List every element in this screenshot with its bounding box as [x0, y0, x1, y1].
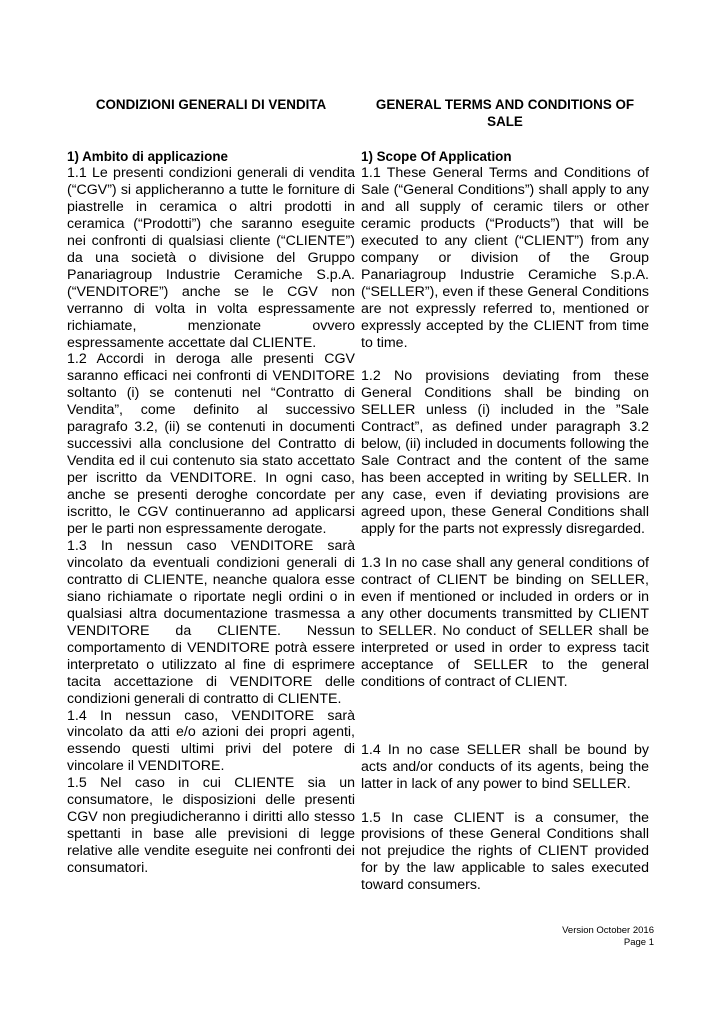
english-clause-1-3: 1.3 In no case shall any general conditions of contract of CLIENT be binding on SELLER, even if mentioned or included in orders or in any other documents transmitted by CLIENT to SELLER. No conduct of SELLER shall be interpreted or used in order to express tacit acceptance of SELLER to the general conditions of contract of CLIENT. [361, 555, 649, 690]
page-number: Page 1 [623, 936, 654, 948]
italian-clause-1-1: 1.1 Le presenti condizioni generali di vendita (“CGV”) si applicheranno a tutte le forniture di piastrelle in ceramica o altri prodotti in ceramica (“Prodotti”) che saranno eseguite nei confronti di qualsiasi cliente (“CLIENTE”) da una società o divisione del Gruppo Panariagroup Industrie Ceramiche S.p.A. (“VENDITORE”) anche se le CGV non verranno di volta in volta espressamente richiamate, menzionate ovvero espressamente accettate dal CLIENTE. [67, 165, 355, 351]
italian-clause-1-4: 1.4 In nessun caso, VENDITORE sarà vincolato da atti e/o azioni dei propri agenti, essendo questi ultimi privi del potere di vincolare il VENDITORE. [67, 707, 355, 775]
italian-clause-1-2: 1.2 Accordi in deroga alle presenti CGV saranno efficaci nei confronti di VENDITORE soltanto (i) se contenuti nel “Contratto di Vendita”, come definito al successivo paragrafo 3.2, (ii) se contenuti in documenti successivi alla conclusione del Contratto di Vendita ed il cui contenuto sia stato accettato per iscritto da VENDITORE. In ogni caso, anche se presenti deroghe concordate per iscritto, le CGV continueranno ad applicarsi per le parti non espressamente derogate. [67, 351, 355, 538]
english-section-heading: 1) Scope Of Application [361, 149, 512, 164]
english-clause-1-5: 1.5 In case CLIENT is a consumer, the provisions of these General Conditions shall not prejudice the rights of CLIENT provided for by the law applicable to sales executed toward consumers. [361, 809, 649, 894]
italian-column [67, 96, 355, 877]
page-footer [562, 925, 654, 948]
english-clause-1-2: 1.2 No provisions deviating from these General Conditions shall be binding on SELLER unless (i) included in the ”Sale Contract”, as defined under paragraph 3.2 below, (ii) included in documents following the Sale Contract and the content of the same has been accepted in writing by SELLER. In any case, even if deviating provisions are agreed upon, these General Conditions shall apply for the parts not expressly disregarded. [361, 368, 649, 538]
italian-title: CONDIZIONI GENERALI DI VENDITA [95, 97, 327, 112]
english-clause-1-4: 1.4 In no case SELLER shall be bound by acts and/or conducts of its agents, being the latter in lack of any power to bind SELLER. [361, 741, 649, 792]
italian-clause-1-3: 1.3 In nessun caso VENDITORE sarà vincolato da eventuali condizioni generali di contratto di CLIENTE, neanche qualora esse siano richiamate o riportate negli ordini o in qualsiasi altra documentazione trasmessa a VENDITORE da CLIENTE. Nessun comportamento di VENDITORE potrà essere interpretato o utilizzato al fine di esprimere tacita accettazione di VENDITORE delle condizioni generali di contratto di CLIENTE. [67, 537, 355, 707]
english-title: GENERAL TERMS AND CONDITIONS OF SALE [375, 97, 635, 129]
italian-clause-1-5: 1.5 Nel caso in cui CLIENTE sia un consumatore, le disposizioni delle presenti CGV non pregiudicheranno i diritti allo stesso spettanti in base alle previsioni di legge relative alle vendite eseguite nei confronti dei consumatori. [67, 775, 355, 877]
version-label: Version October 2016 [562, 925, 654, 936]
english-column [361, 96, 649, 894]
italian-section-heading: 1) Ambito di applicazione [67, 149, 228, 164]
english-clause-1-1: 1.1 These General Terms and Conditions of Sale (“General Conditions”) shall apply to any and all supply of ceramic tilers or other ceramic products (“Products”) that will be executed to any client (“CLIENT”) from any company or division of the Group Panariagroup Industrie Ceramiche S.p.A. (“SELLER”), even if these General Conditions are not expressly referred to, mentioned or expressly accepted by the CLIENT from time to time. [361, 165, 649, 351]
